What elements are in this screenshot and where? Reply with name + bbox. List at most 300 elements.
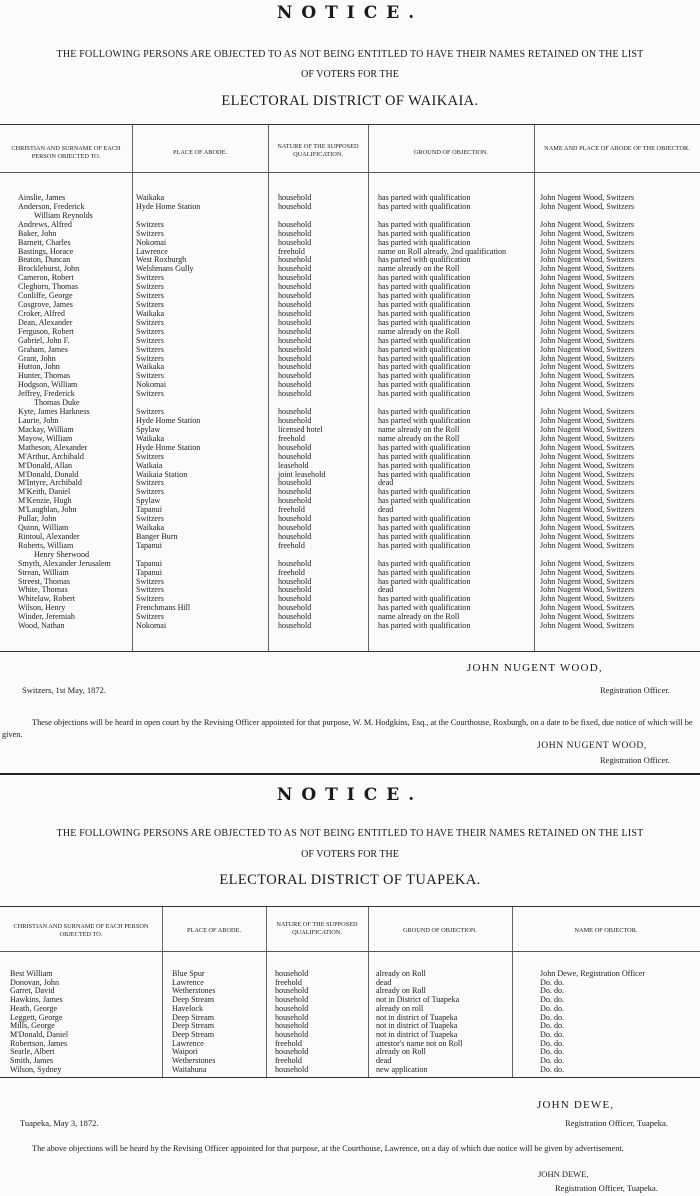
table-row — [0, 273, 700, 282]
person-name: Robertson, James — [10, 1038, 68, 1048]
table-row — [0, 577, 700, 586]
table-row — [0, 291, 700, 300]
qualification: household — [278, 451, 312, 461]
person-name: M'Donald, Allan — [18, 460, 73, 470]
objector-name: John Nugent Wood, Switzers — [540, 496, 635, 506]
place-of-abode: Spylaw — [136, 424, 161, 434]
ground-of-objection: has parted with qualification — [378, 228, 471, 238]
qualification: household — [278, 326, 312, 336]
place-of-abode: Tapanui — [136, 505, 162, 515]
table-row — [0, 362, 700, 371]
person-name: M'Keith, Daniel — [18, 487, 71, 497]
qualification: freehold — [278, 505, 305, 515]
person-name: Thomas Duke — [34, 398, 80, 408]
objector-name: John Nugent Wood, Switzers — [540, 380, 635, 390]
objector-name: Do. do. — [540, 1003, 565, 1013]
place-of-abode: Waitahuna — [172, 1064, 207, 1074]
table-row — [0, 461, 700, 470]
place-of-abode: Switzers — [136, 228, 164, 238]
objector-name: John Nugent Wood, Switzers — [540, 523, 635, 533]
person-name: Bastings, Horace — [18, 246, 74, 256]
place-of-abode: Switzers — [136, 300, 164, 310]
qualification: household — [275, 1003, 309, 1013]
table-row — [0, 505, 700, 514]
place-of-abode: Welshmans Gully — [136, 264, 194, 274]
table-row — [0, 380, 700, 389]
place-of-abode: Wetherstones — [172, 1056, 216, 1065]
table-row — [0, 470, 700, 479]
qualification: household — [278, 228, 312, 238]
qualification: household — [278, 442, 312, 452]
place-of-abode: Deep Stream — [172, 995, 215, 1005]
section-divider — [0, 773, 700, 775]
objector-name: John Nugent Wood, Switzers — [540, 540, 635, 550]
objector-name: John Nugent Wood, Switzers — [540, 353, 635, 363]
objector-name: John Nugent Wood, Switzers — [540, 612, 635, 622]
column-header: PLACE OF ABODE. — [172, 149, 228, 156]
ground-of-objection: already on Roll — [376, 969, 426, 978]
objector-name: John Nugent Wood, Switzers — [540, 246, 635, 256]
date-line: Switzers, 1st May, 1872. — [22, 685, 106, 695]
qualification: household — [278, 496, 312, 506]
person-name: Strean, William — [18, 567, 69, 577]
objector-name: John Nugent Wood, Switzers — [540, 567, 635, 577]
place-of-abode: Waikaka — [136, 308, 165, 318]
table-row — [0, 568, 700, 577]
objector-name: John Nugent Wood, Switzers — [540, 344, 635, 354]
place-of-abode: Tapanui — [136, 567, 162, 577]
officer-signature: JOHN DEWE, — [537, 1099, 615, 1111]
place-of-abode: Switzers — [136, 344, 164, 354]
objector-name: Do. do. — [540, 1047, 565, 1057]
ground-of-objection: has parted with qualification — [378, 193, 471, 202]
person-name: White, Thomas — [18, 585, 68, 595]
objector-name: John Nugent Wood, Switzers — [540, 255, 635, 265]
table-row — [0, 514, 700, 523]
ground-of-objection: dead — [376, 1056, 392, 1065]
ground-of-objection: has parted with qualification — [378, 219, 471, 229]
table-row — [0, 416, 700, 425]
ground-of-objection: has parted with qualification — [378, 308, 471, 318]
ground-of-objection: has parted with qualification — [378, 407, 471, 417]
objector-name: John Nugent Wood, Switzers — [540, 317, 635, 327]
place-of-abode: Switzers — [136, 282, 164, 292]
objector-name: John Nugent Wood, Switzers — [540, 487, 635, 497]
qualification: freehold — [278, 540, 305, 550]
person-name: Wilson, Henry — [18, 603, 66, 613]
ground-of-objection: has parted with qualification — [378, 273, 471, 283]
table-row — [0, 603, 700, 612]
place-of-abode: Switzers — [136, 335, 164, 345]
place-of-abode: Waikaka — [136, 362, 165, 372]
place-of-abode: Waikaka — [136, 433, 165, 443]
ground-of-objection: name on Roll already, 2nd qualification — [378, 246, 507, 256]
qualification: household — [278, 273, 312, 283]
table-row — [0, 443, 700, 452]
place-of-abode: Wetherstones — [172, 986, 216, 996]
ground-of-objection: not in District of Tuapeka — [376, 995, 460, 1005]
objector-name: Do. do. — [540, 1012, 565, 1022]
place-of-abode: Waikaka — [136, 193, 165, 202]
objections-table — [0, 906, 700, 1078]
hearing-notice: These objections will be heard in open court by the Revising Officer appointed for that purpose, W. M. Hodgkins, Esq., at the Courthouse, Roxburgh, on a date to be fixed, due notice of which will be given. — [2, 718, 693, 739]
place-of-abode: Tapanui — [136, 540, 162, 550]
table-row — [0, 336, 700, 345]
ground-of-objection: has parted with qualification — [378, 300, 471, 310]
place-of-abode: Switzers — [136, 273, 164, 283]
column-header: NAME AND PLACE OF ABODE OF THE OBJECTOR. — [544, 145, 690, 152]
objector-name: Do. do. — [540, 1038, 565, 1048]
person-name: Hawkins, James — [10, 995, 63, 1005]
place-of-abode: Nokomai — [136, 380, 167, 390]
ground-of-objection: has parted with qualification — [378, 514, 471, 524]
table-row — [0, 220, 700, 229]
table-row — [0, 327, 700, 336]
person-name: Wood, Nathan — [18, 621, 65, 631]
place-of-abode: Deep Stream — [172, 1021, 215, 1031]
person-name: M'Laughlan, John — [18, 505, 77, 515]
table-row — [0, 255, 700, 264]
ground-of-objection: not in district of Tuapeka — [376, 1029, 458, 1039]
qualification: household — [278, 416, 312, 425]
qualification: freehold — [275, 977, 302, 987]
place-of-abode: Nokomai — [136, 237, 167, 247]
person-name: Jeffrey, Frederick — [18, 389, 75, 399]
officer-title-2: Registration Officer. — [600, 755, 670, 765]
table-row — [0, 264, 700, 273]
table-row — [0, 300, 700, 309]
place-of-abode: Deep Stream — [172, 1029, 215, 1039]
ground-of-objection: already on roll — [376, 1003, 424, 1013]
qualification: household — [278, 219, 312, 229]
column-header: NAME OF OBJECTOR. — [574, 927, 638, 934]
objector-name: John Nugent Wood, Switzers — [540, 219, 635, 229]
qualification: household — [278, 603, 312, 613]
person-name: Kyte, James Harkness — [18, 407, 90, 417]
objector-name: John Nugent Wood, Switzers — [540, 335, 635, 345]
qualification: household — [278, 523, 312, 533]
table-row — [0, 1056, 700, 1065]
ground-of-objection: dead — [376, 977, 392, 987]
ground-of-objection: has parted with qualification — [378, 201, 471, 211]
qualification: household — [275, 1021, 309, 1031]
qualification: household — [278, 389, 312, 399]
officer-signature-2: JOHN DEWE, — [538, 1169, 589, 1179]
officer-title: Registration Officer, Tuapeka. — [565, 1118, 668, 1128]
person-name: Donovan, John — [10, 977, 60, 987]
person-name: Croker, Alfred — [18, 308, 65, 318]
place-of-abode: Frenchmans Hill — [136, 603, 191, 613]
table-row — [0, 496, 700, 505]
qualification: freehold — [278, 433, 305, 443]
table-row — [0, 532, 700, 541]
officer-signature: JOHN NUGENT WOOD, — [467, 662, 603, 674]
ground-of-objection: has parted with qualification — [378, 255, 471, 265]
person-name: Hunter, Thomas — [18, 371, 71, 381]
qualification: household — [278, 594, 312, 604]
ground-of-objection: has parted with qualification — [378, 594, 471, 604]
table-row — [0, 541, 700, 550]
qualification: household — [278, 344, 312, 354]
place-of-abode: Waikaia Station — [136, 469, 188, 479]
person-name: Heath, George — [10, 1003, 58, 1013]
officer-title-2: Registration Officer, Tuapeka. — [555, 1183, 658, 1193]
person-name: Winder, Jeremiah — [18, 612, 75, 622]
person-name: Quinn, William — [18, 523, 69, 533]
table-row — [0, 452, 700, 461]
qualification: household — [275, 986, 309, 996]
intro-subtext: OF VOTERS FOR THE — [301, 69, 399, 80]
qualification: household — [278, 201, 312, 211]
table-row — [0, 371, 700, 380]
notice-heading: NOTICE. — [276, 785, 424, 805]
table-row — [0, 1047, 700, 1056]
objector-name: John Nugent Wood, Switzers — [540, 460, 635, 470]
qualification: household — [278, 317, 312, 327]
qualification: household — [278, 353, 312, 363]
qualification: household — [278, 291, 312, 301]
objector-name: John Nugent Wood, Switzers — [540, 514, 635, 524]
ground-of-objection: name already on the Roll — [378, 264, 460, 274]
qualification: household — [278, 380, 312, 390]
qualification: leasehold — [278, 460, 309, 470]
person-name: M'Donald, Daniel — [10, 1029, 69, 1039]
objector-name: John Nugent Wood, Switzers — [540, 531, 635, 541]
objector-name: John Nugent Wood, Switzers — [540, 576, 635, 586]
table-row — [0, 612, 700, 621]
objector-name: John Nugent Wood, Switzers — [540, 558, 635, 568]
ground-of-objection: not in district of Tuapeka — [376, 1021, 458, 1031]
objector-name: Do. do. — [540, 995, 565, 1005]
table-row — [0, 202, 700, 211]
table-row — [0, 621, 700, 630]
ground-of-objection: has parted with qualification — [378, 460, 471, 470]
ground-of-objection: has parted with qualification — [378, 540, 471, 550]
table-row — [0, 425, 700, 434]
objector-name: John Nugent Wood, Switzers — [540, 416, 635, 425]
person-name: Grant, John — [18, 353, 56, 363]
objector-name: Do. do. — [540, 1056, 565, 1065]
person-name: Wilson, Sydney — [10, 1064, 62, 1074]
person-name: Mayow, William — [18, 433, 73, 443]
person-name: Hodgson, William — [18, 380, 78, 390]
qualification: household — [278, 362, 312, 372]
objector-name: John Nugent Wood, Switzers — [540, 451, 635, 461]
place-of-abode: Banger Burn — [136, 531, 178, 541]
objector-name: John Nugent Wood, Switzers — [540, 594, 635, 604]
person-name: M'Intyre, Archibald — [18, 478, 82, 488]
table-row — [0, 523, 700, 532]
person-name: Barnett, Charles — [18, 237, 71, 247]
qualification: freehold — [275, 1056, 302, 1065]
objector-name: John Nugent Wood, Switzers — [540, 362, 635, 372]
ground-of-objection: has parted with qualification — [378, 603, 471, 613]
place-of-abode: Switzers — [136, 317, 164, 327]
qualification: household — [275, 995, 309, 1005]
person-name: Cameron, Robert — [18, 273, 74, 283]
objector-name: John Nugent Wood, Switzers — [540, 273, 635, 283]
objector-name: Do. do. — [540, 1064, 565, 1074]
objector-name: John Nugent Wood, Switzers — [540, 621, 635, 631]
ground-of-objection: has parted with qualification — [378, 371, 471, 381]
table-row — [0, 550, 700, 559]
place-of-abode: Hyde Home Station — [136, 416, 201, 425]
table-row — [0, 559, 700, 568]
ground-of-objection: has parted with qualification — [378, 469, 471, 479]
ground-of-objection: dead — [378, 505, 394, 515]
place-of-abode: Switzers — [136, 478, 164, 488]
qualification: joint leasehold — [278, 469, 326, 479]
ground-of-objection: has parted with qualification — [378, 353, 471, 363]
place-of-abode: Switzers — [136, 219, 164, 229]
table-row — [0, 229, 700, 238]
person-name: M'Arthur, Archibald — [18, 451, 84, 461]
ground-of-objection: attestor's name not on Roll — [376, 1038, 463, 1048]
person-name: M'Kenzie, Hugh — [18, 496, 72, 506]
person-name: Roberts, William — [18, 540, 74, 550]
column-header: NATURE OF THE SUPPOSED QUALIFICATION. — [276, 921, 358, 936]
objector-name: John Nugent Wood, Switzers — [540, 193, 635, 202]
person-name: Mackay, William — [18, 424, 74, 434]
ground-of-objection: has parted with qualification — [378, 380, 471, 390]
qualification: household — [278, 255, 312, 265]
table-row — [0, 1004, 700, 1013]
qualification: household — [278, 282, 312, 292]
person-name: Best William — [10, 969, 53, 978]
objector-name: John Nugent Wood, Switzers — [540, 433, 635, 443]
place-of-abode: Waikaia — [136, 460, 163, 470]
place-of-abode: Waikaka — [136, 523, 165, 533]
place-of-abode: Switzers — [136, 407, 164, 417]
column-header: CHRISTIAN AND SURNAME OF EACH PERSON OBJECTED TO. — [13, 923, 149, 938]
table-row — [0, 995, 700, 1004]
qualification: household — [278, 300, 312, 310]
table-row — [0, 407, 700, 416]
table-row — [0, 1039, 700, 1048]
place-of-abode: Switzers — [136, 291, 164, 301]
place-of-abode: Switzers — [136, 353, 164, 363]
qualification: household — [278, 407, 312, 417]
person-name: Leggett, George — [10, 1012, 63, 1022]
ground-of-objection: has parted with qualification — [378, 344, 471, 354]
place-of-abode: Hyde Home Station — [136, 442, 201, 452]
objector-name: Do. do. — [540, 977, 565, 987]
person-name: Ferguson, Robert — [18, 326, 75, 336]
table-row — [0, 282, 700, 291]
ground-of-objection: has parted with qualification — [378, 496, 471, 506]
ground-of-objection: has parted with qualification — [378, 576, 471, 586]
place-of-abode: Blue Spur — [172, 969, 205, 978]
date-line: Tuapeka, May 3, 1872. — [20, 1118, 99, 1128]
ground-of-objection: dead — [378, 478, 394, 488]
place-of-abode: Switzers — [136, 487, 164, 497]
objector-name: John Nugent Wood, Switzers — [540, 264, 635, 274]
objector-name: John Nugent Wood, Switzers — [540, 469, 635, 479]
ground-of-objection: has parted with qualification — [378, 442, 471, 452]
table-row — [0, 487, 700, 496]
table-row — [0, 594, 700, 603]
table-row — [0, 434, 700, 443]
objector-name: John Nugent Wood, Switzers — [540, 228, 635, 238]
ground-of-objection: has parted with qualification — [378, 237, 471, 247]
table-row — [0, 238, 700, 247]
qualification: household — [278, 264, 312, 274]
place-of-abode: Switzers — [136, 451, 164, 461]
place-of-abode: Switzers — [136, 514, 164, 524]
qualification: household — [278, 558, 312, 568]
place-of-abode: Waipori — [172, 1047, 198, 1057]
ground-of-objection: not in district of Tuapeka — [376, 1012, 458, 1022]
qualification: household — [278, 371, 312, 381]
ground-of-objection: name already on the Roll — [378, 326, 460, 336]
table-row — [0, 309, 700, 318]
column-header: CHRISTIAN AND SURNAME OF EACH PERSON OBJECTED TO. — [11, 145, 121, 160]
person-name: Laurie, John — [18, 416, 59, 425]
table-row — [0, 247, 700, 256]
column-header: NATURE OF THE SUPPOSED QUALIFICATION. — [277, 143, 359, 158]
person-name: Searle, Albert — [10, 1047, 55, 1057]
qualification: household — [278, 308, 312, 318]
person-name: Smyth, Alexander Jerusalem — [18, 558, 111, 568]
place-of-abode: Switzers — [136, 612, 164, 622]
objector-name: John Nugent Wood, Switzers — [540, 505, 635, 515]
qualification: household — [278, 237, 312, 247]
objector-name: Do. do. — [540, 1029, 565, 1039]
objector-name: John Nugent Wood, Switzers — [540, 308, 635, 318]
officer-signature-2: JOHN NUGENT WOOD, — [537, 741, 647, 751]
ground-of-objection: has parted with qualification — [378, 487, 471, 497]
place-of-abode: Nokomai — [136, 621, 167, 631]
qualification: household — [278, 585, 312, 595]
table-row — [0, 478, 700, 487]
table-row — [0, 1030, 700, 1039]
qualification: household — [278, 514, 312, 524]
qualification: household — [278, 576, 312, 586]
table-row — [0, 1065, 700, 1074]
objector-name: John Nugent Wood, Switzers — [540, 237, 635, 247]
table-row — [0, 389, 700, 398]
ground-of-objection: already on Roll — [376, 986, 426, 996]
qualification: household — [278, 335, 312, 345]
objector-name: John Nugent Wood, Switzers — [540, 603, 635, 613]
ground-of-objection: has parted with qualification — [378, 558, 471, 568]
objector-name: Do. do. — [540, 986, 565, 996]
ground-of-objection: has parted with qualification — [378, 389, 471, 399]
person-name: Streest, Thomas — [18, 576, 71, 586]
person-name: Henry Sherwood — [34, 549, 90, 559]
place-of-abode: Switzers — [136, 389, 164, 399]
objector-name: Do. do. — [540, 1021, 565, 1031]
place-of-abode: Switzers — [136, 576, 164, 586]
ground-of-objection: has parted with qualification — [378, 451, 471, 461]
qualification: household — [275, 1029, 309, 1039]
qualification: freehold — [278, 246, 305, 256]
person-name: Garret, David — [10, 986, 55, 996]
place-of-abode: Switzers — [136, 326, 164, 336]
table-row — [0, 585, 700, 594]
person-name: Baker, John — [18, 228, 57, 238]
objector-name: John Nugent Wood, Switzers — [540, 442, 635, 452]
objector-name: John Nugent Wood, Switzers — [540, 282, 635, 292]
intro-subtext: OF VOTERS FOR THE — [301, 849, 399, 860]
ground-of-objection: dead — [378, 585, 394, 595]
person-name: Dean, Alexander — [18, 317, 73, 327]
qualification: household — [278, 193, 312, 202]
table-row — [0, 978, 700, 987]
person-name: Beaton, Duncan — [18, 255, 71, 265]
person-name: Ainslie, James — [18, 193, 66, 202]
ground-of-objection: has parted with qualification — [378, 362, 471, 372]
